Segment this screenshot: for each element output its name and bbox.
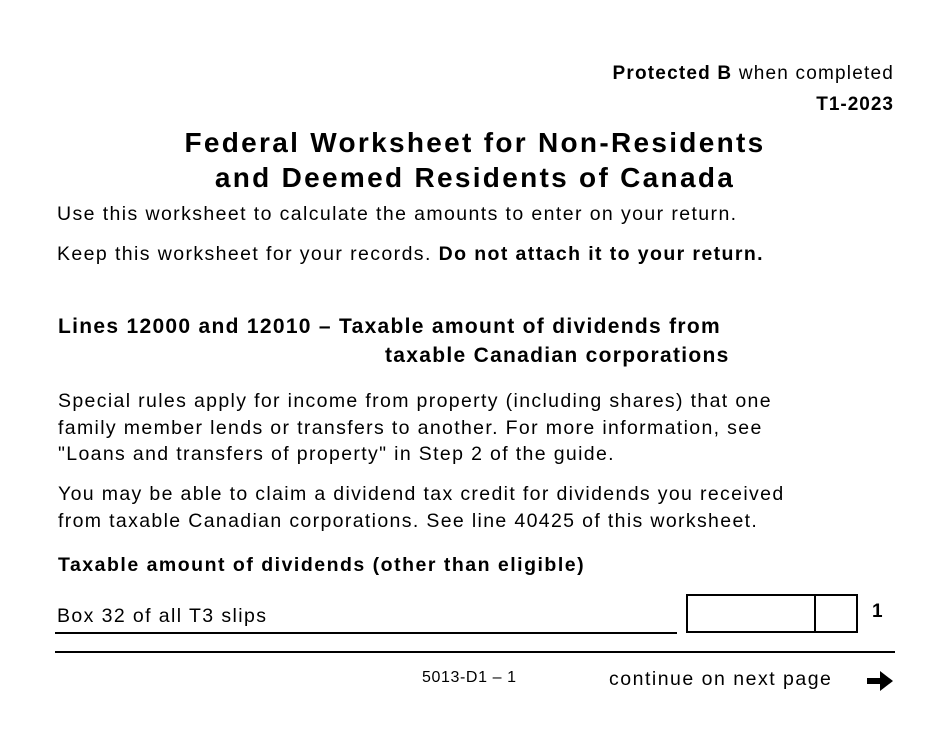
line-1-cents-input[interactable] — [816, 596, 856, 631]
paragraph-line: family member lends or transfers to another. For more information, see — [58, 416, 763, 439]
paragraph-line: from taxable Canadian corporations. See line 40425 of this worksheet. — [58, 509, 759, 532]
continue-next-page-text: continue on next page — [609, 668, 833, 690]
form-code: T1-2023 — [816, 94, 894, 115]
line-1-dollars-input[interactable] — [688, 596, 816, 631]
records-notice — [57, 243, 764, 266]
page-title-line2: and Deemed Residents of Canada — [214, 162, 736, 193]
footer-divider — [55, 651, 895, 653]
dividend-credit-paragraph — [58, 481, 785, 534]
section-heading-line2: taxable Canadian corporations — [385, 344, 730, 367]
form-page-reference: 5013-D1 – 1 — [422, 669, 517, 686]
paragraph-line: "Loans and transfers of property" in Step 2 of the guide. — [58, 443, 615, 465]
intro-text: Use this worksheet to calculate the amounts to enter on your return. — [57, 203, 738, 225]
line-number: 1 — [872, 601, 883, 622]
protected-b-notice — [613, 63, 895, 85]
do-not-attach-warning: Do not attach it to your return. — [438, 243, 764, 265]
section-heading-line1: Lines 12000 and 12010 – Taxable amount of dividends from — [58, 315, 721, 338]
page-title-line1: Federal Worksheet for Non-Residents — [184, 127, 766, 158]
special-rules-paragraph — [58, 388, 772, 468]
protected-b-suffix: when completed — [732, 63, 894, 84]
protected-b-label: Protected B — [612, 63, 733, 84]
paragraph-line: Special rules apply for income from property (including shares) that one — [58, 390, 772, 412]
line-1-amount-field — [686, 594, 858, 633]
right-arrow-icon — [866, 668, 894, 694]
paragraph-line: You may be able to claim a dividend tax credit for dividends you received — [58, 483, 785, 505]
line-1-underline — [55, 632, 677, 634]
page-title — [0, 125, 950, 195]
subsection-heading: Taxable amount of dividends (other than eligible) — [58, 554, 586, 576]
records-notice-text: Keep this worksheet for your records. — [57, 243, 439, 265]
section-heading — [58, 312, 730, 370]
line-1-label: Box 32 of all T3 slips — [57, 605, 268, 627]
